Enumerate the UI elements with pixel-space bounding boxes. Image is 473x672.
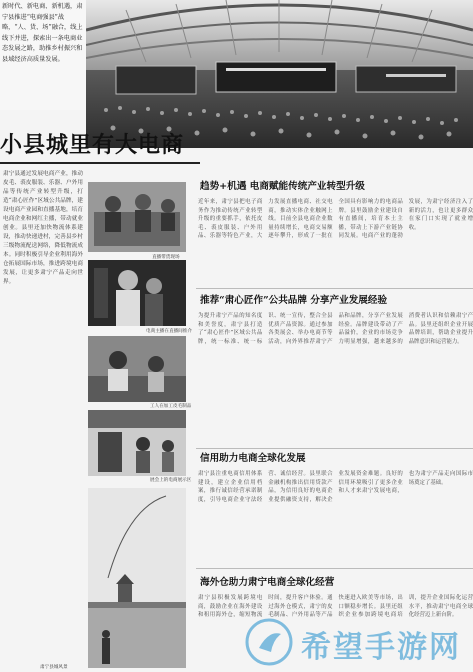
section-divider — [196, 568, 473, 569]
photo-expo — [88, 410, 186, 476]
photo-workers — [88, 336, 186, 402]
section-divider — [196, 448, 473, 449]
section-title-2: 推荐“肃心匠作”公共品牌 分享产业发展经验 — [200, 295, 388, 306]
watermark — [241, 618, 469, 670]
headline: 小县城里有大电商 — [0, 132, 185, 158]
photo-caption-1: 直播带货现场 — [152, 255, 180, 260]
section-divider — [196, 288, 473, 289]
intro-text: 新时代、新电商、新机遇，肃宁县推进“电商强县”战略，“人、货、场”融合，线上线下并进，探索出一条电商业态发展之路，助推乡村振兴和县域经济高质量发展。 — [0, 0, 86, 110]
photo-caption-4: 展会上的电商展示区 — [150, 478, 192, 483]
photo-town-scenery — [88, 488, 186, 668]
photo-caption-5: 肃宁县城风景 — [40, 665, 68, 670]
section-title-4: 海外仓助力肃宁电商全球化经营 — [200, 577, 335, 588]
section-text-4: 肃宁县积极发展跨境电商，鼓励企业在海外建设和租用海外仓，缩短物流时间，提升客户体验。通过海外仓模式，肃宁的皮毛制品、户外用品等产品快速进入欧美等市场，出口额稳步增长。县里还组织企业参加跨境电商培训，提升企业国际化运营水平，推动肃宁电商全球化经营迈上新台阶。 — [198, 595, 473, 619]
headline-rule — [0, 162, 200, 164]
photo-anchor — [88, 260, 186, 326]
watermark-logo-icon — [241, 618, 297, 666]
exhibition-hall-illustration — [86, 0, 473, 148]
section-text-1: 近年来，肃宁县把电子商务作为推动传统产业转型升级的重要抓手，依托皮毛、裘皮服装、户外用品、乐器等特色产业，大力发展直播电商、社交电商，推动实体企业触网上线。目前全县电商企业数量持续增长，电商交易额逐年攀升，形成了一批在全国具有影响力的电商品牌。县里鼓励企业建设自有直播间，培育本土主播，带动上下游产业链协同发展。电商产业的蓬勃发展，为肃宁经济注入了新的活力，也让更多群众在家门口实现了就业增收。 — [198, 199, 473, 240]
photo-caption-3: 工人在加工皮毛制品 — [150, 404, 192, 409]
exhibition-hall-photo — [86, 0, 473, 148]
section-title-1: 趋势+机遇 电商赋能传统产业转型升级 — [200, 181, 365, 192]
section-title-3: 信用助力电商全球化发展 — [200, 453, 306, 464]
section-text-3: 肃宁县注重电商信用体系建设，建立企业信用档案，推行诚信经营承诺制度，引导电商企业守法经营、诚信经营。县里联合金融机构推出信用贷款产品，为信用良好的电商企业提供融资支持，解决企业发展资金难题。良好的信用环境吸引了更多企业和人才来肃宁发展电商，也为肃宁产品走向国际市场奠定了基础。 — [198, 471, 473, 503]
watermark-text: 希望手游网 — [301, 630, 461, 665]
photo-caption-2: 电商主播在直播间推介 — [146, 329, 192, 334]
left-column-text: 肃宁县通过发展电商产业，推动皮毛、裘皮服装、乐器、户外用品等传统产业转型升级，打造“肃心匠作”区域公共品牌，建设电商产业园和直播基地，培育电商企业和网红主播，带动就业创业。县里还加快物流体系建设，推动快递进村，完善县乡村三级物流配送网络，降低物流成本。同时积极引导企业利用海外仓拓展国际市场，推进跨境电商发展，让更多肃宁产品走向世界。 — [3, 171, 83, 285]
section-text-2: 为提升肃宁产品的知名度和美誉度，肃宁县打造了“肃心匠作”区域公共品牌，统一标准、统一标识、统一宣传，整合全县优质产品资源。通过参加各类展会、举办电商节等活动，向外界推荐肃宁产品和品牌，分享产业发展经验。品牌建设带动了产品溢价，企业的市场竞争力明显增强，越来越多的消费者认识和信赖肃宁产品。县里还组织企业开展品牌培训，帮助企业提升品牌意识和运营能力。 — [198, 313, 473, 345]
photo-livestream — [88, 182, 186, 252]
